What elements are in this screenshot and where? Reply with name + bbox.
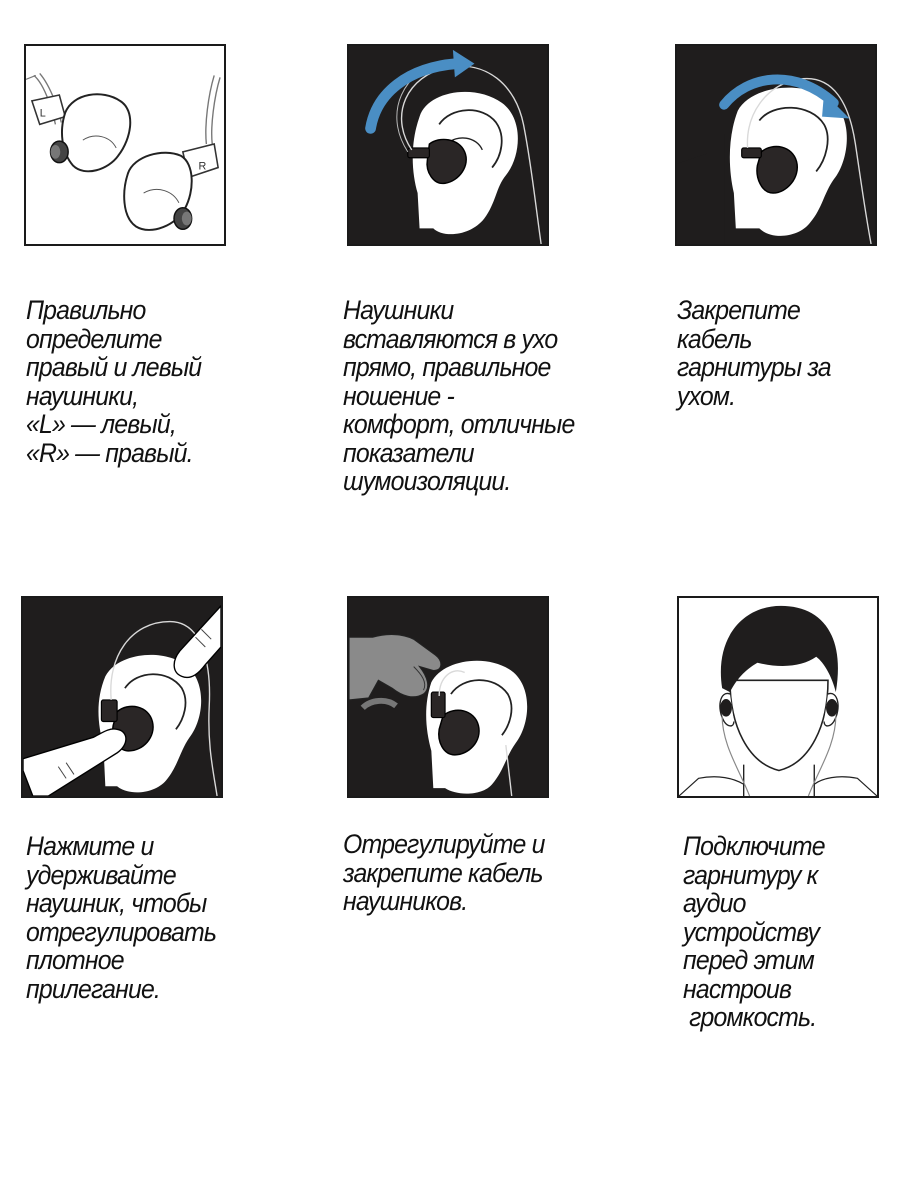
step-2-illustration	[347, 44, 549, 246]
earbuds-left-right-icon	[26, 46, 224, 244]
caption-line: устройству	[683, 916, 820, 947]
caption-line: «L» — левый,	[26, 409, 176, 439]
caption-line: ухом.	[677, 380, 736, 411]
step-4-illustration	[21, 596, 223, 798]
caption-line: ношение -	[343, 380, 454, 411]
caption-line: кабель	[677, 323, 752, 354]
caption-line: Наушники	[343, 295, 454, 325]
caption-line: аудио	[683, 888, 746, 918]
right-label: R	[198, 160, 207, 173]
step-2-caption	[343, 296, 575, 496]
caption-line: отрегулировать	[26, 916, 217, 947]
caption-line: Отрегулируйте и	[343, 829, 545, 859]
caption-line: прилегание.	[26, 973, 161, 1004]
caption-line: закрепите кабель	[343, 857, 543, 888]
step-1-illustration	[24, 44, 226, 246]
caption-line: Подключите	[683, 831, 825, 861]
step-5-caption	[343, 830, 545, 916]
caption-line: определите	[26, 323, 162, 354]
caption-line: показатели	[343, 437, 474, 468]
wearing-headset-icon	[679, 598, 877, 796]
caption-line: вставляются в ухо	[343, 323, 558, 354]
caption-line: настроив	[683, 973, 792, 1004]
step-3-illustration	[675, 44, 877, 246]
caption-line: удерживайте	[26, 859, 176, 890]
caption-line: громкость.	[683, 1002, 817, 1032]
step-4-caption	[26, 832, 216, 1003]
caption-line: гарнитуру к	[683, 859, 818, 890]
caption-line: перед этим	[683, 945, 814, 975]
caption-line: гарнитуры за	[677, 352, 831, 382]
caption-line: наушников.	[343, 886, 468, 916]
caption-line: прямо, правильное	[343, 352, 551, 382]
step-3-caption	[677, 296, 831, 410]
cable-over-ear-icon	[677, 46, 875, 244]
caption-line: Правильно	[26, 295, 146, 325]
step-6-caption	[683, 832, 825, 1032]
adjust-cable-icon	[349, 598, 547, 796]
step-6-illustration	[677, 596, 879, 798]
insert-earbud-icon	[349, 46, 547, 244]
caption-line: комфорт, отличные	[343, 409, 575, 439]
step-5-illustration	[347, 596, 549, 798]
caption-line: Нажмите и	[26, 831, 154, 861]
caption-line: «R» — правый.	[26, 437, 193, 468]
press-earbud-icon	[23, 598, 221, 796]
step-1-caption	[26, 296, 201, 467]
caption-line: наушники,	[26, 380, 139, 411]
left-label: L	[39, 107, 46, 120]
caption-line: правый и левый	[26, 352, 202, 382]
caption-line: плотное	[26, 945, 124, 975]
caption-line: шумоизоляции.	[343, 466, 511, 496]
caption-line: Закрепите	[677, 295, 800, 325]
caption-line: наушник, чтобы	[26, 888, 207, 918]
